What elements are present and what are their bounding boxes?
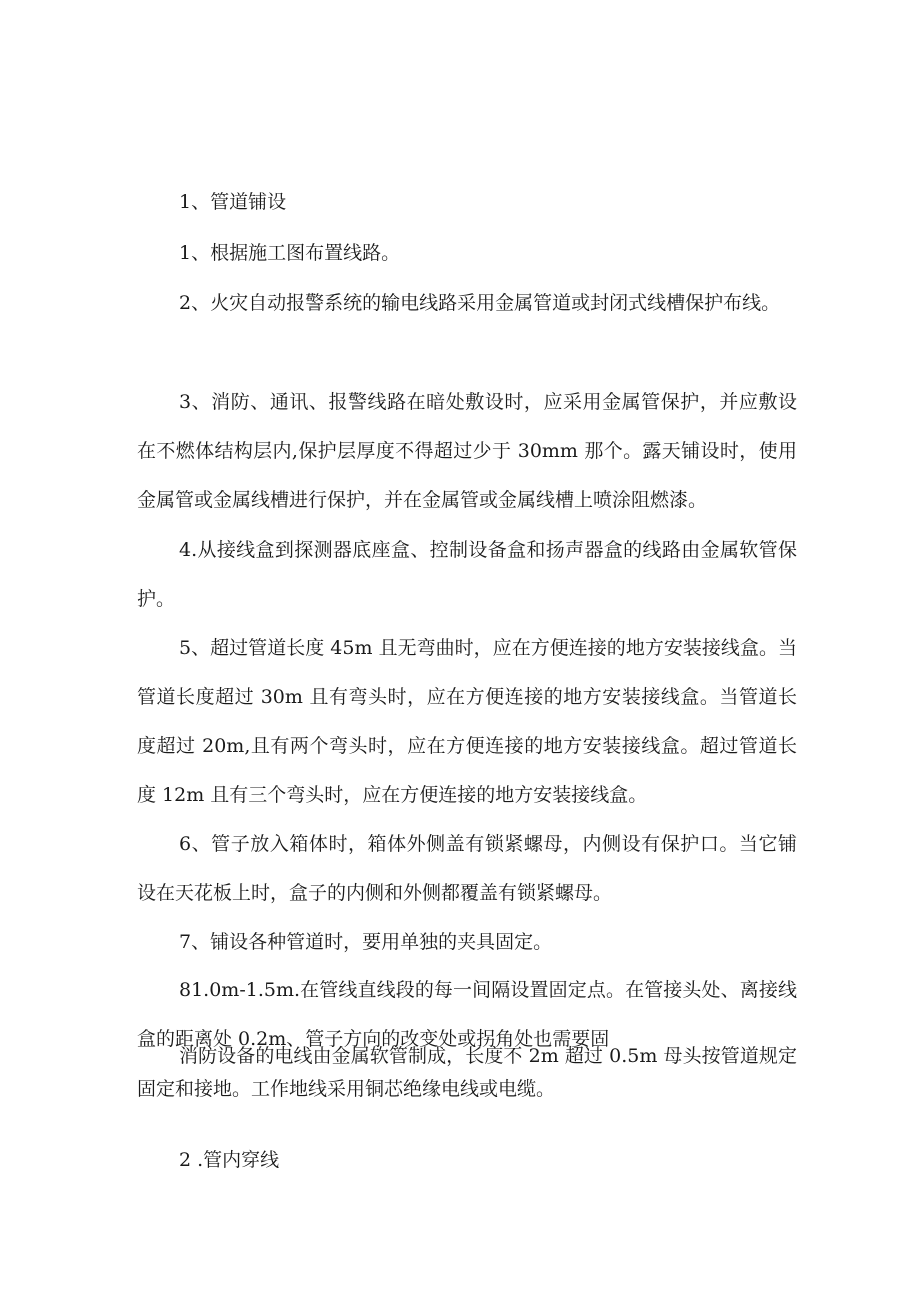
paragraph-9: 消防设备的电线由金属软管制成，长度不 2m 超过 0.5m 母头按管道规定固定和接地。工作地线采用铜芯绝缘电线或电缆。 bbox=[137, 1045, 797, 1100]
paragraph-4: 4.从接线盒到探测器底座盒、控制设备盒和扬声器盒的线路由金属软管保护。 bbox=[137, 539, 797, 610]
section-heading-pipe-laying: 1、管道铺设 bbox=[179, 191, 287, 213]
paragraph-1: 1、根据施工图布置线路。 bbox=[179, 242, 401, 264]
section-heading-threading: 2 .管内穿线 bbox=[179, 1149, 280, 1171]
paragraph-7: 7、铺设各种管道时，要用单独的夹具固定。 bbox=[179, 931, 553, 953]
paragraph-6: 6、管子放入箱体时，箱体外侧盖有锁紧螺母，内侧设有保护口。当它铺设在天花板上时，盒子的内侧和外侧都覆盖有锁紧螺母。 bbox=[137, 833, 797, 904]
paragraph-5: 5、超过管道长度 45m 且无弯曲时，应在方便连接的地方安装接线盒。当管道长度超过 30m 且有弯头时，应在方便连接的地方安装接线盒。当管道长度超过 20m,且有两个弯头时，应在方便连接的地方安装接线盒。超过管道长度 12m 且有三个弯头时，应在方便连接的地方安装接线盒。 bbox=[137, 637, 797, 806]
paragraph-2: 2、火灾自动报警系统的输电线路采用金属管道或封闭式线槽保护布线。 bbox=[179, 292, 781, 314]
paragraph-8: 81.0m-1.5m.在管线直线段的每一间隔设置固定点。在管接头处、离接线盒的距离处 0.2m、管子方向的改变处或拐角处也需要固 bbox=[137, 979, 797, 1050]
paragraph-3: 3、消防、通讯、报警线路在暗处敷设时，应采用金属管保护，并应敷设在不燃体结构层内,保护层厚度不得超过少于 30mm 那个。露天铺设时，使用金属管或金属线槽进行保护，并在金属管或金属线槽上喷涂阻燃漆。 bbox=[137, 391, 797, 511]
